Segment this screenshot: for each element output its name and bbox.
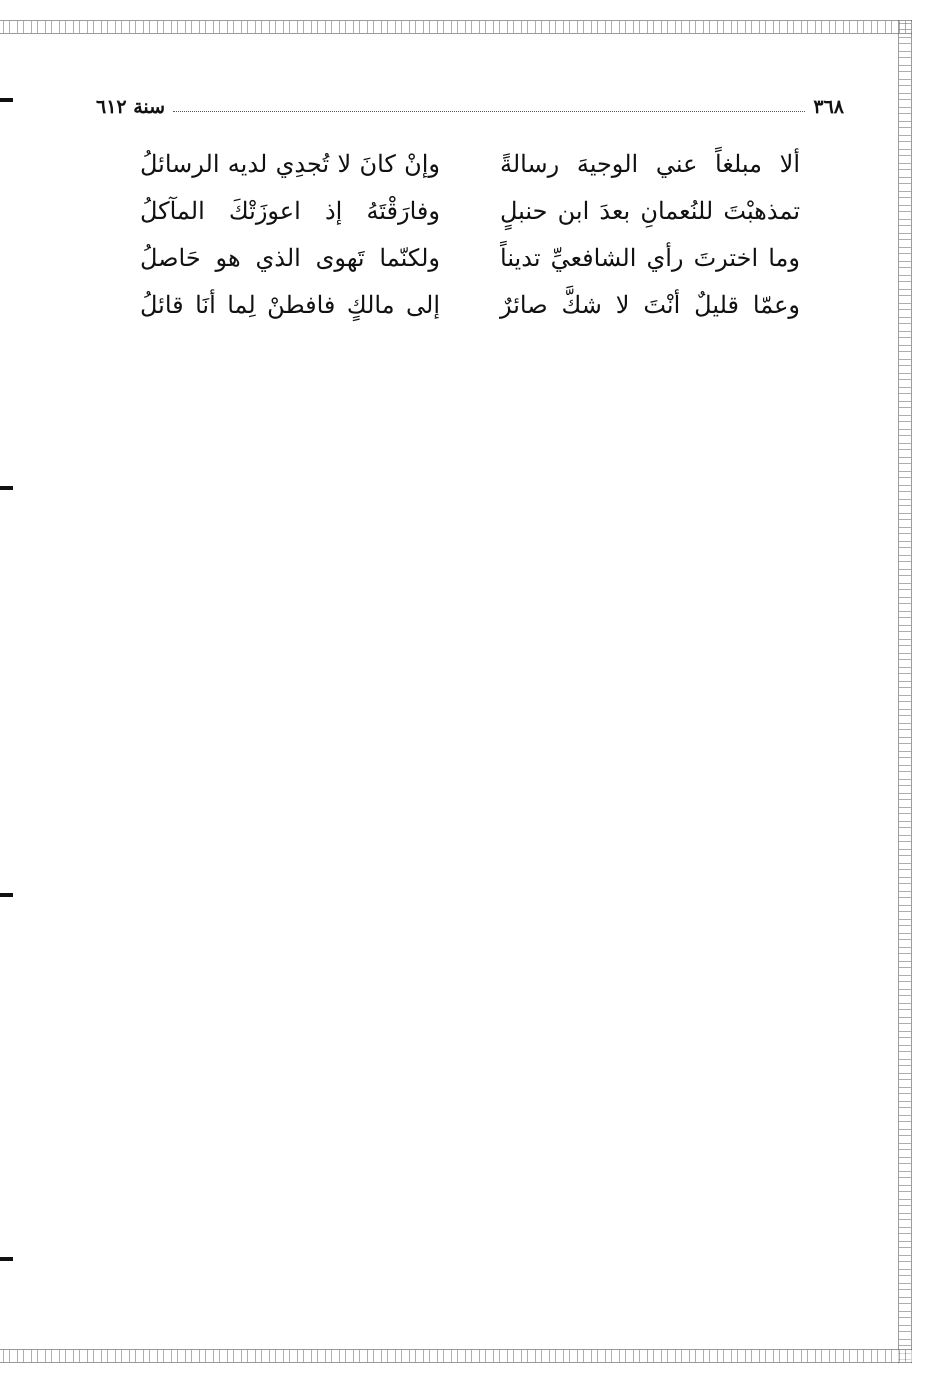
edge-mark [0,1257,13,1261]
verse [140,281,800,328]
edge-mark [0,893,13,897]
hemistich-first: ألا مبلغاً عني الوجيهَ رسالةً [500,149,800,178]
decorative-border-right [898,20,912,1363]
hemistich-first: وما اخترتَ رأي الشافعيِّ تديناً [500,243,800,272]
hemistich-second: ولكنّما تَهوى الذي هو حَاصلُ [140,243,440,272]
hemistich-second: إلى مالكٍ فافطنْ لِما أنَا قائلُ [140,290,440,319]
verse [140,140,800,187]
edge-mark [0,486,13,490]
verse [140,187,800,234]
page-header [96,88,844,118]
decorative-border-bottom [0,1349,912,1363]
hemistich-second: وفارَقْتَهُ إذ اعوزَتْكَ المآكلُ [140,196,440,225]
running-head-year: سنة ٦١٢ [96,96,166,118]
verse [140,234,800,281]
poem [140,140,800,328]
hemistich-second: وإنْ كانَ لا تُجدِي لديه الرسائلُ [140,149,440,178]
hemistich-first: وعمّا قليلٌ أنْتَ لا شكَّ صائرٌ [500,290,800,319]
dotted-leader [173,111,805,112]
decorative-border-top [0,20,912,34]
edge-mark [0,98,13,102]
hemistich-first: تمذهبْتَ للنُعمانِ بعدَ ابن حنبلٍ [500,196,800,225]
page-number: ٣٦٨ [813,96,844,118]
